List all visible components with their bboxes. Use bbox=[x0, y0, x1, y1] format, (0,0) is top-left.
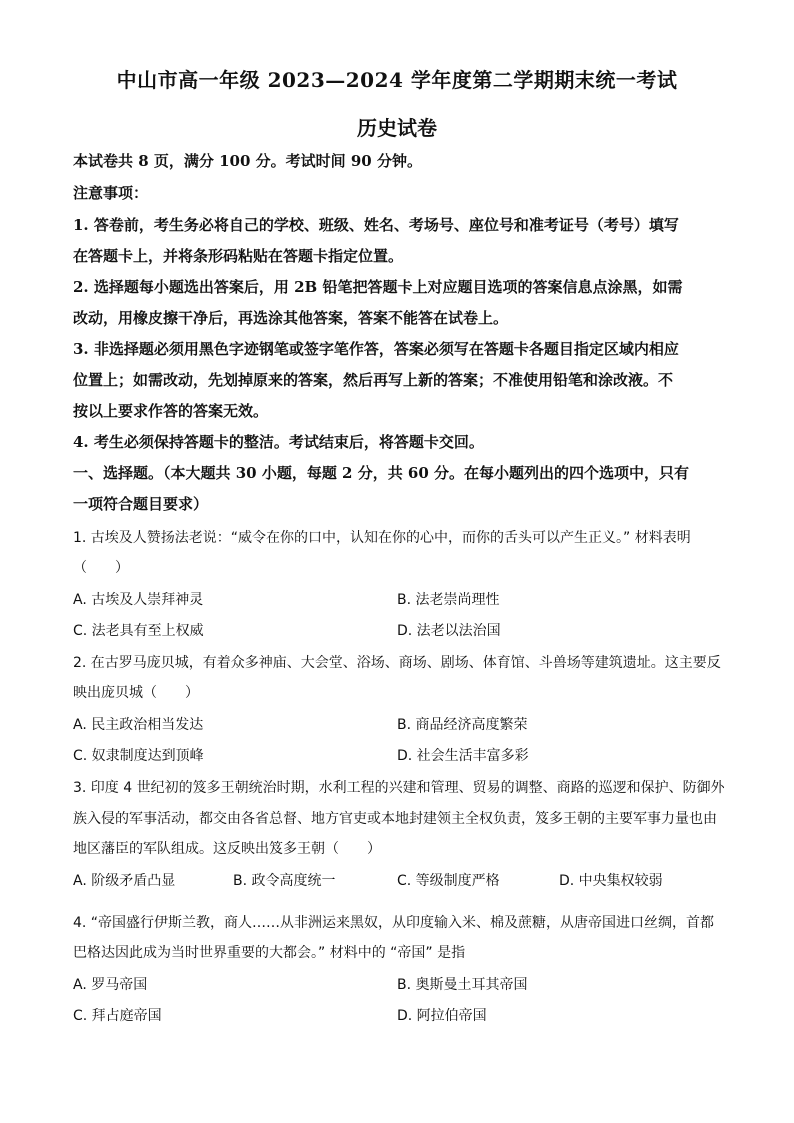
exam-intro: 本试卷共 8 页，满分 100 分。考试时间 90 分钟。 bbox=[73, 152, 422, 170]
notice-item-3: 3. 非选择题必须用黑色字迹钢笔或签字笔作答，答案必须写在答题卡各题目指定区域内相应 bbox=[73, 340, 679, 358]
notice-item-1-cont: 在答题卡上，并将条形码粘贴在答题卡指定位置。 bbox=[73, 247, 404, 265]
notice-item-2: 2. 选择题每小题选出答案后，用 2B 铅笔把答题卡上对应题目选项的答案信息点涂黑，如需 bbox=[73, 278, 683, 296]
question-1-option-a: A. 古埃及人崇拜神灵 bbox=[73, 592, 204, 608]
notice-item-2-cont: 改动，用橡皮擦干净后，再选涂其他答案，答案不能答在试卷上。 bbox=[73, 309, 509, 327]
exam-subtitle: 历史试卷 bbox=[357, 116, 437, 140]
question-3-stem-cont2: 地区藩臣的军队组成。这反映出笈多王朝（ ） bbox=[73, 841, 381, 857]
notice-item-3-cont2: 按以上要求作答的答案无效。 bbox=[73, 402, 269, 420]
question-3-option-c: C. 等级制度严格 bbox=[397, 873, 500, 889]
section-heading: 一、选择题。（本大题共 30 小题，每题 2 分，共 60 分。在每小题列出的四个选项中，只有 bbox=[73, 464, 690, 482]
question-4-option-a: A. 罗马帝国 bbox=[73, 977, 148, 993]
question-2-option-d: D. 社会生活丰富多彩 bbox=[397, 748, 529, 764]
question-4-option-c: C. 拜占庭帝国 bbox=[73, 1008, 162, 1024]
question-3-option-b: B. 政令高度统一 bbox=[233, 873, 336, 889]
question-3-stem-cont: 族入侵的军事活动，都交由各省总督、地方官吏或本地封建领主全权负责，笈多王朝的主要军事力量也由 bbox=[73, 811, 717, 827]
question-3-stem: 3. 印度 4 世纪初的笈多王朝统治时期，水利工程的兴建和管理、贸易的调整、商路的巡逻和保护、防御外 bbox=[73, 780, 725, 796]
question-3-option-a: A. 阶级矛盾凸显 bbox=[73, 873, 176, 889]
section-heading-cont: 一项符合题目要求） bbox=[73, 495, 209, 513]
question-4-stem: 4. “帝国盛行伊斯兰教，商人……从非洲运来黑奴，从印度输入米、棉及蔗糖，从唐帝国进口丝绸，首都 bbox=[73, 915, 715, 931]
question-2-option-a: A. 民主政治相当发达 bbox=[73, 717, 204, 733]
question-1-option-d: D. 法老以法治国 bbox=[397, 623, 501, 639]
question-3-option-d: D. 中央集权较弱 bbox=[559, 873, 663, 889]
notice-item-4: 4. 考生必须保持答题卡的整洁。考试结束后，将答题卡交回。 bbox=[73, 433, 484, 451]
question-1-option-b: B. 法老崇尚理性 bbox=[397, 592, 500, 608]
notice-item-3-cont: 位置上；如需改动，先划掉原来的答案，然后再写上新的答案；不准使用铅笔和涂改液。不 bbox=[73, 371, 674, 389]
question-2-option-b: B. 商品经济高度繁荣 bbox=[397, 717, 528, 733]
notice-item-1: 1. 答卷前，考生务必将自己的学校、班级、姓名、考场号、座位号和准考证号（考号）填写 bbox=[73, 216, 679, 234]
question-1-stem: 1. 古埃及人赞扬法老说：“威令在你的口中，认知在你的心中，而你的舌头可以产生正义。” 材料表明 bbox=[73, 530, 691, 546]
question-4-option-b: B. 奥斯曼土耳其帝国 bbox=[397, 977, 528, 993]
question-4-stem-cont: 巴格达因此成为当时世界重要的大都会。” 材料中的 “帝国” 是指 bbox=[73, 945, 466, 961]
question-2-stem-cont: 映出庞贝城（ ） bbox=[73, 685, 199, 701]
notice-heading: 注意事项： bbox=[73, 184, 149, 202]
question-1-option-c: C. 法老具有至上权威 bbox=[73, 623, 204, 639]
question-2-stem: 2. 在古罗马庞贝城，有着众多神庙、大会堂、浴场、商场、剧场、体育馆、斗兽场等建筑遗址。这主要反 bbox=[73, 655, 721, 671]
exam-title: 中山市高一年级 2023—2024 学年度第二学期期末统一考试 bbox=[116, 68, 678, 92]
question-2-option-c: C. 奴隶制度达到顶峰 bbox=[73, 748, 204, 764]
question-1-stem-cont: （ ） bbox=[73, 560, 129, 576]
question-4-option-d: D. 阿拉伯帝国 bbox=[397, 1008, 487, 1024]
